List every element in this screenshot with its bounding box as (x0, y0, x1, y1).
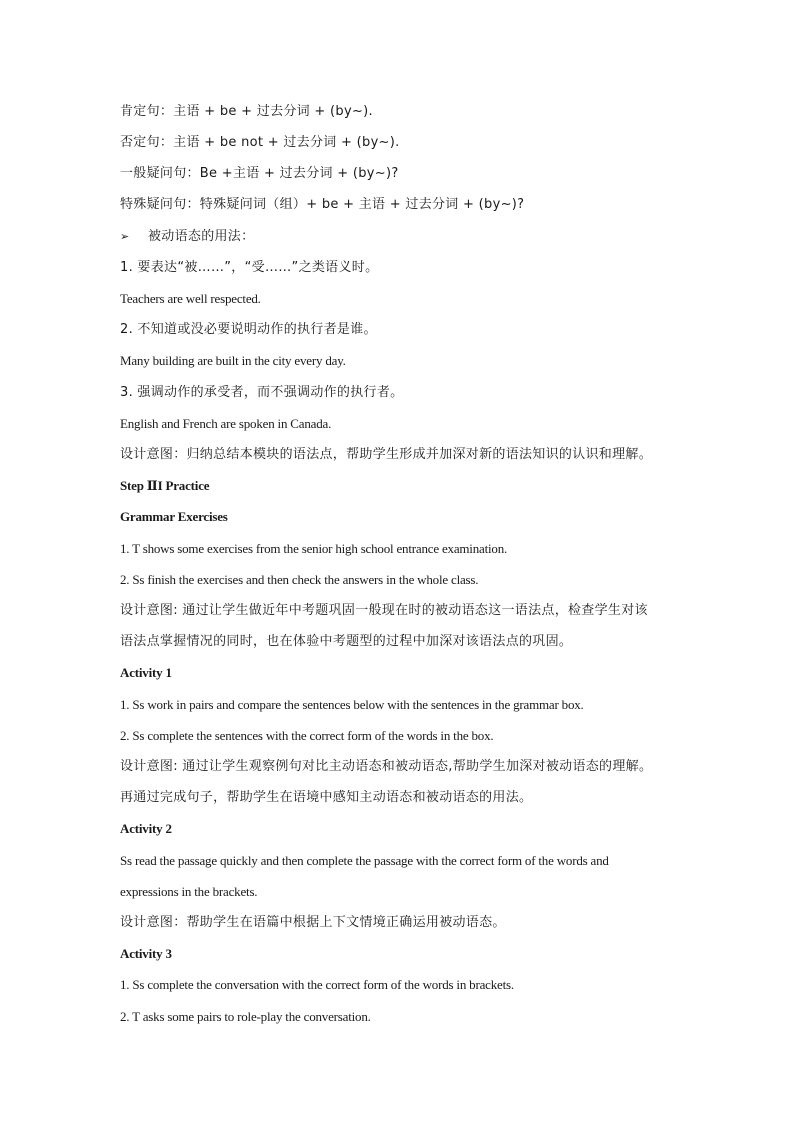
grammar-exercises-heading: Grammar Exercises (120, 509, 228, 524)
affirmative-structure: 肯定句：主语 + be + 过去分词 + (by~). (120, 104, 373, 119)
activity-1-heading: Activity 1 (120, 665, 172, 680)
design-intent-3-line-2: 再通过完成句子，帮助学生在语境中感知主动语态和被动语态的用法。 (120, 790, 533, 805)
exercise-step-2: 2. Ss finish the exercises and then check the answers in the whole class. (120, 572, 479, 587)
activity-2-heading: Activity 2 (120, 821, 172, 836)
activity-3-step-1: 1. Ss complete the conversation with the correct form of the words in brackets. (120, 977, 514, 992)
usage-2: 2. 不知道或没必要说明动作的执行者是谁。 (120, 322, 377, 337)
design-intent-2-line-1: 设计意图: 通过让学生做近年中考题巩固一般现在时的被动语态这一语法点，检查学生对该 (120, 603, 648, 618)
negative-structure: 否定句：主语 + be not + 过去分词 + (by~). (120, 135, 400, 150)
step-practice-heading: Step ⅡI Practice (120, 478, 210, 493)
design-intent-1: 设计意图：归纳总结本模块的语法点，帮助学生形成并加深对新的语法知识的认识和理解。 (120, 447, 653, 462)
example-2: Many building are built in the city every day. (120, 353, 346, 368)
general-question-structure: 一般疑问句：Be +主语 + 过去分词 + (by~)? (120, 166, 399, 181)
design-intent-3-line-1: 设计意图: 通过让学生观察例句对比主动语态和被动语态,帮助学生加深对被动语态的理解。 (120, 759, 653, 774)
design-intent-4: 设计意图：帮助学生在语篇中根据上下文情境正确运用被动语态。 (120, 915, 506, 930)
arrow-bullet-icon: ➢ (120, 230, 130, 243)
activity-2-text-line-1: Ss read the passage quickly and then complete the passage with the correct form of the words and (120, 853, 609, 868)
usage-heading (120, 228, 254, 246)
usage-1: 1. 要表达“被……”，“受……”之类语义时。 (120, 260, 379, 275)
exercise-step-1: 1. T shows some exercises from the senior high school entrance examination. (120, 541, 508, 556)
usage-heading-text: 被动语态的用法： (148, 229, 255, 244)
design-intent-2-line-2: 语法点掌握情况的同时，也在体验中考题型的过程中加深对该语法点的巩固。 (120, 634, 573, 649)
activity-1-step-1: 1. Ss work in pairs and compare the sentences below with the sentences in the grammar box. (120, 697, 584, 712)
example-1: Teachers are well respected. (120, 291, 261, 306)
activity-2-text-line-2: expressions in the brackets. (120, 884, 258, 899)
activity-3-step-2: 2. T asks some pairs to role-play the conversation. (120, 1009, 371, 1024)
activity-1-step-2: 2. Ss complete the sentences with the correct form of the words in the box. (120, 728, 494, 743)
special-question-structure: 特殊疑问句：特殊疑问词（组）+ be + 主语 + 过去分词 + (by~)? (120, 197, 525, 212)
activity-3-heading: Activity 3 (120, 946, 172, 961)
example-3: English and French are spoken in Canada. (120, 416, 332, 431)
usage-3: 3. 强调动作的承受者，而不强调动作的执行者。 (120, 385, 404, 400)
